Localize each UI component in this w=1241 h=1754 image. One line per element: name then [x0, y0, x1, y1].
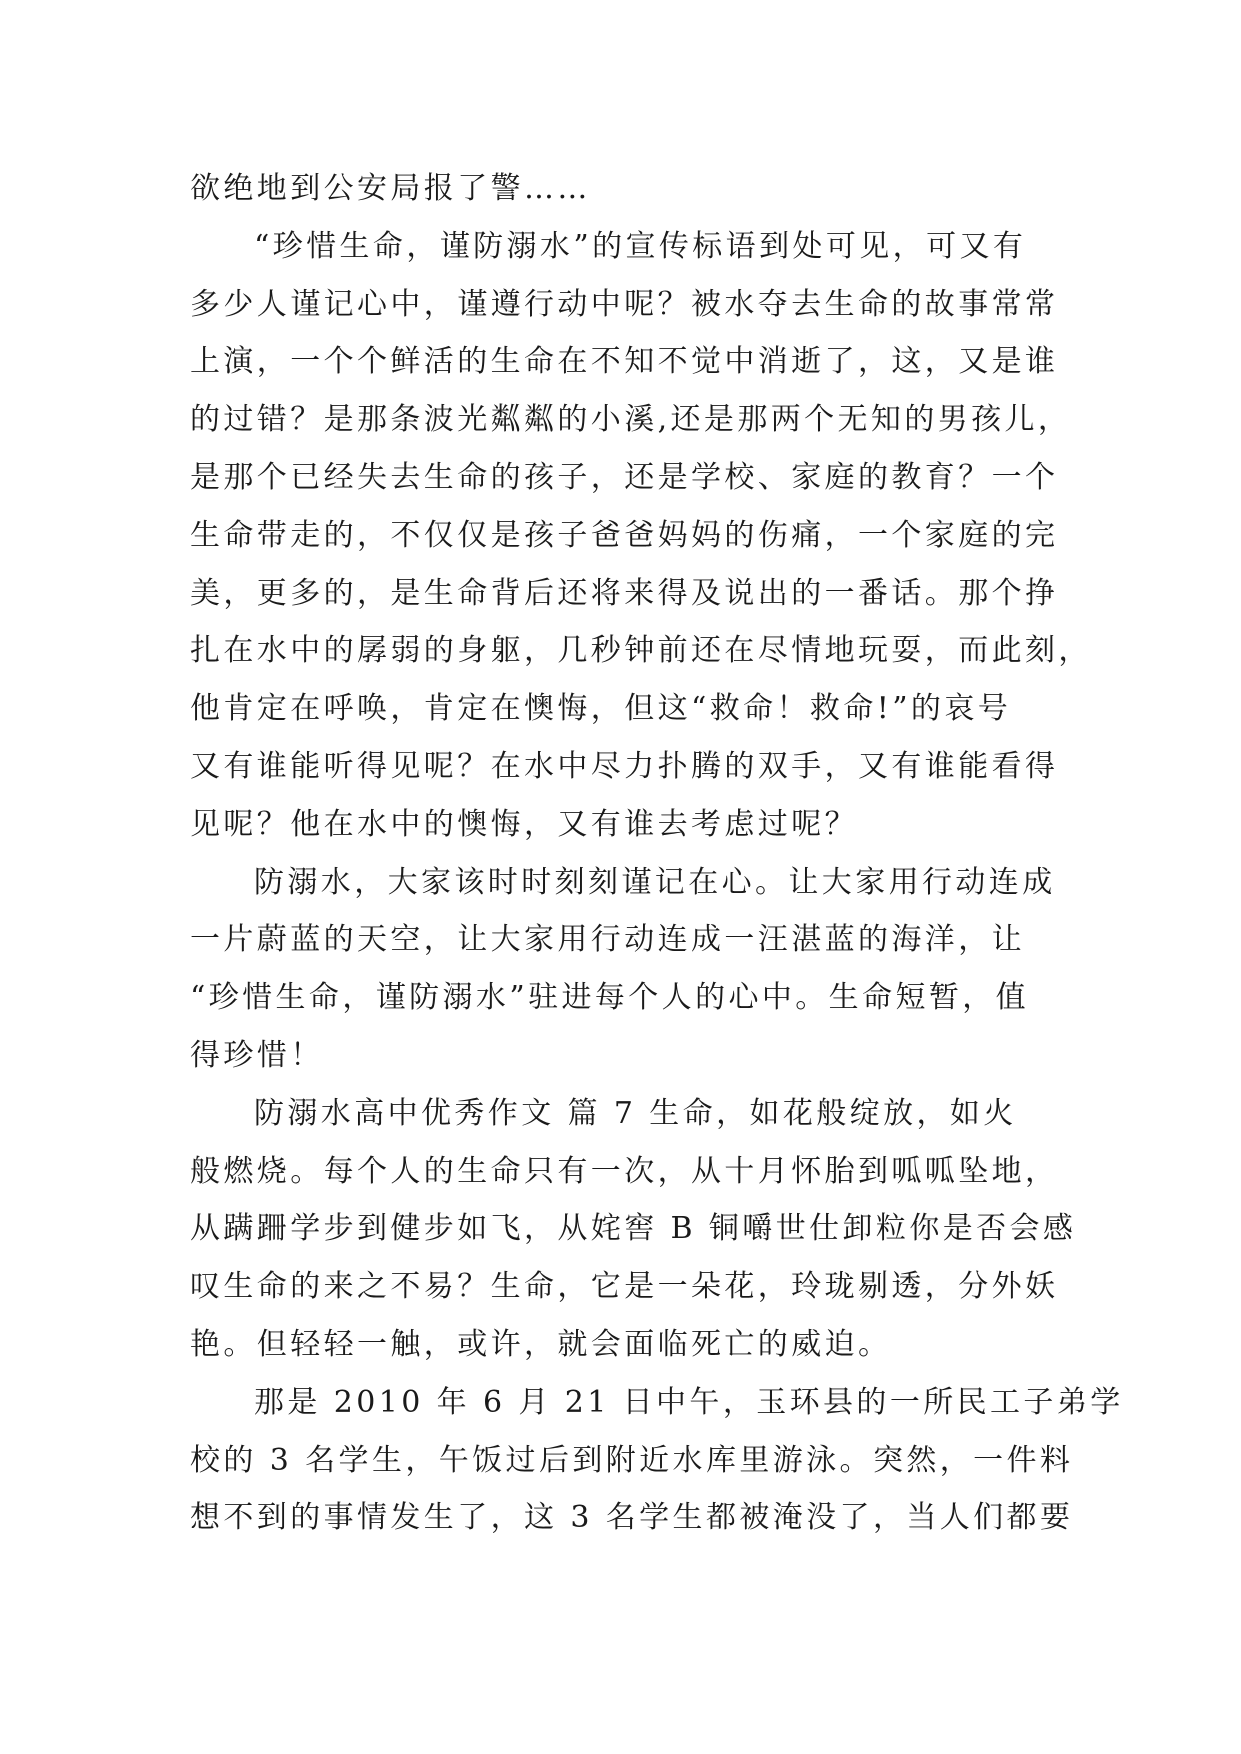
- text-line: 一片蔚蓝的天空，让大家用行动连成一汪湛蓝的海洋，让: [190, 922, 1025, 958]
- text-line: 般燃烧。每个人的生命只有一次，从十月怀胎到呱呱坠地，: [190, 1153, 1059, 1189]
- text-line: 得珍惜！: [190, 1037, 324, 1073]
- text-line: 多少人谨记心中，谨遵行动中呢？被水夺去生命的故事常常: [190, 286, 1059, 322]
- text-line: 他肯定在呼唤，肯定在懊悔，但这“救命！救命!”的哀号: [190, 691, 1012, 727]
- text-line: 从蹒跚学步到健步如飞，从姹窖 B 铜嚼世仕卸粒你是否会感: [190, 1211, 1077, 1247]
- text-line: 上演，一个个鲜活的生命在不知不觉中消逝了，这，又是谁: [190, 344, 1059, 380]
- text-line: 见呢？他在水中的懊悔，又有谁去考虑过呢？: [190, 806, 858, 842]
- text-line: 又有谁能听得见呢？在水中尽力扑腾的双手，又有谁能看得: [190, 748, 1059, 784]
- text-line: 校的 3 名学生，午饭过后到附近水库里游泳。突然，一件料: [190, 1442, 1074, 1478]
- essay-text: [190, 160, 1124, 1547]
- text-line: 美，更多的，是生命背后还将来得及说出的一番话。那个挣: [190, 575, 1059, 611]
- text-line: 生命带走的，不仅仅是孩子爸爸妈妈的伤痛，一个家庭的完: [190, 517, 1059, 553]
- text-line: 叹生命的来之不易？生命，它是一朵花，玲珑剔透，分外妖: [190, 1269, 1059, 1305]
- text-line: 扎在水中的孱弱的身躯，几秒钟前还在尽情地玩耍，而此刻，: [190, 633, 1092, 669]
- text-line: “珍惜生命，谨防溺水”驻进每个人的心中。生命短暂，值: [190, 980, 1030, 1016]
- text-line: 防溺水，大家该时时刻刻谨记在心。让大家用行动连成: [254, 864, 1056, 900]
- text-line: “珍惜生命，谨防溺水”的宣传标语到处可见，可又有: [254, 228, 1027, 264]
- text-line: 防溺水高中优秀作文 篇 7 生命，如花般绽放，如火: [254, 1095, 1017, 1131]
- text-line: 欲绝地到公安局报了警……: [190, 171, 591, 206]
- text-line: 那是 2010 年 6 月 21 日中午，玉环县的一所民工子弟学: [254, 1384, 1124, 1420]
- text-line: 是那个已经失去生命的孩子，还是学校、家庭的教育？一个: [190, 459, 1059, 495]
- text-line: 的过错？是那条波光粼粼的小溪,还是那两个无知的男孩儿，: [190, 402, 1072, 438]
- text-line: 想不到的事情发生了，这 3 名学生都被淹没了，当人们都要: [190, 1500, 1074, 1536]
- text-line: 艳。但轻轻一触，或许，就会面临死亡的威迫。: [190, 1326, 892, 1362]
